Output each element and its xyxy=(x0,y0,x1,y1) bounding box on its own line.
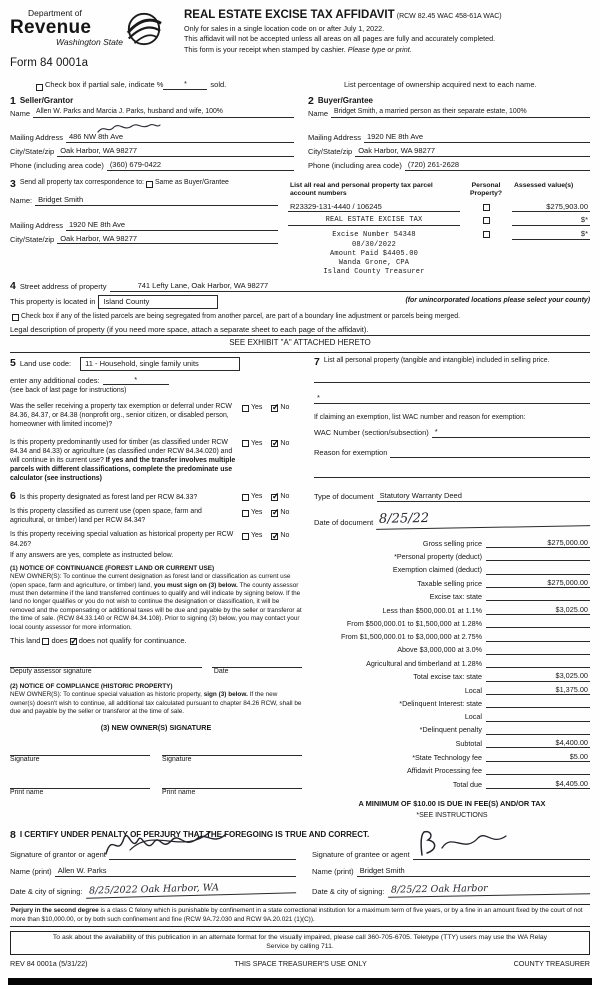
tax-label: *Delinquent penalty xyxy=(419,725,482,735)
perjury-notice xyxy=(10,904,590,927)
form-title: REAL ESTATE EXCISE TAX AFFIDAVIT xyxy=(184,9,395,21)
seller-address-label: Mailing Address xyxy=(10,133,63,143)
grantor-certification-block xyxy=(10,846,296,896)
forest-yes-checkbox[interactable] xyxy=(242,494,249,501)
partial-sale-checkbox[interactable] xyxy=(36,84,43,91)
exemption-claimed-field[interactable] xyxy=(486,565,590,575)
tax-row-subtotal xyxy=(314,738,590,748)
grantor-date-label: Date & city of signing: xyxy=(10,886,83,896)
tax-label: Total excise tax: state xyxy=(413,672,482,682)
notice2-text-a: NEW OWNER(S): To continue special valuation as historic property, xyxy=(10,691,202,699)
deputy-assessor-date-field[interactable] xyxy=(212,658,302,668)
correspondence-city-field[interactable]: Oak Harbor, WA 98277 xyxy=(57,234,278,245)
assessed-value-col-header: Assessed value(s) xyxy=(514,181,574,189)
section7-number: 7 xyxy=(314,355,320,368)
tax-label: From $500,000.01 to $1,500,000 at 1.28% xyxy=(346,618,482,628)
grantee-name-field[interactable]: Bridget Smith xyxy=(357,866,590,877)
dor-logo-icon xyxy=(125,10,163,48)
same-as-buyer-checkbox[interactable] xyxy=(146,181,153,188)
excise-stamp-number: Excise Number 54348 xyxy=(332,230,416,239)
notice2-bold-text: sign (3) below. xyxy=(203,691,248,699)
new-owner-print-name-2-field[interactable] xyxy=(162,779,302,789)
alternate-format-notice: To ask about the availability of this publication in an alternate format for the visually impaired, please call 360-705-6705. Teletype (TTY) users may use the WA Relay Service by calling 711. xyxy=(10,931,590,955)
no-label: No xyxy=(280,404,290,412)
wac-number-label: WAC Number (section/subsection) xyxy=(314,428,429,437)
excise-stamp-block xyxy=(288,241,460,277)
seller-phone-field[interactable]: (360) 679-0422 xyxy=(107,160,294,171)
footer-row xyxy=(10,959,590,968)
personal-property-deduct-field[interactable] xyxy=(486,551,590,561)
designation-tax-row xyxy=(10,491,590,820)
seller-phone-label: Phone (including area code) xyxy=(10,160,104,170)
tax-label: Local xyxy=(464,712,482,722)
parcel3-personal-checkbox[interactable] xyxy=(483,231,490,238)
grantee-date-field[interactable]: 8/25/22 Oak Harbor xyxy=(387,881,590,898)
perjury-text: is a class C felony which is punishable by confinement in a state correctional institution for a maximum term of five years, or by a fine in an amount fixed by the court of not more than $10,000.00, or by both such confinement and fine (RCW 9A.72.030 and RCW 9A.20.021 (1)(C)). xyxy=(11,907,583,923)
seller-name-label: Name xyxy=(10,108,31,118)
excise-stamp-office: Island County Treasurer xyxy=(323,268,425,277)
tax-row-excise-state xyxy=(314,591,590,601)
personal-property-line-1[interactable] xyxy=(314,373,590,383)
reason-exemption-line-2[interactable] xyxy=(314,468,590,478)
no-label: No xyxy=(280,509,290,517)
forest-land-question xyxy=(10,491,302,502)
tax-label: Affidavit Processing fee xyxy=(407,765,482,775)
located-in-label: This property is located in xyxy=(10,296,96,306)
timber-agriculture-question xyxy=(10,438,302,484)
parcel-table xyxy=(288,179,590,278)
tax-row-total-due xyxy=(314,779,590,789)
correspondence-address-field[interactable]: 1920 NE 8th Ave xyxy=(66,220,278,231)
tax-row-tier4 xyxy=(314,645,590,655)
tax-label: *State Technology fee xyxy=(412,752,482,762)
tax-rows xyxy=(314,538,590,789)
exemption-deferral-question xyxy=(10,402,302,429)
tax-label: Less than $500,000.01 at 1.1% xyxy=(382,605,482,615)
form-number: Form 84 0001a xyxy=(10,57,88,70)
exemption-deferral-question-text: Was the seller receiving a property tax exemption or deferral under RCW 84.36, 84.37, or 84.38 (nonprofit org., senior citizen, or disabled person, homeowner with limited income)? xyxy=(10,403,232,429)
tax-row-delinquent-interest-local xyxy=(314,712,590,722)
current-use-no-checkbox[interactable] xyxy=(271,510,278,517)
tax-row-local xyxy=(314,685,590,695)
see-back-instructions-note: (see back of last page for instructions) xyxy=(10,387,127,395)
tier3-tax-field[interactable] xyxy=(486,632,590,642)
timber-no-checkbox[interactable] xyxy=(271,440,278,447)
if-yes-note: If any answers are yes, complete as instructed below. xyxy=(10,551,174,559)
subtotal-field[interactable]: $4,400.00 xyxy=(486,738,590,748)
historic-property-question xyxy=(10,530,302,548)
local-tax-field[interactable]: $1,375.00 xyxy=(486,685,590,695)
does-not-label: does not qualify for continuance. xyxy=(78,636,187,646)
section-buyer-grantee xyxy=(308,96,590,171)
tax-label: Taxable selling price xyxy=(417,578,482,588)
section1-number: 1 xyxy=(10,94,16,107)
tax-label: *Delinquent Interest: state xyxy=(399,699,482,709)
additional-codes-field[interactable]: * xyxy=(103,375,169,386)
tax-label: Exemption claimed (deduct) xyxy=(392,565,482,575)
type-of-document-label: Type of document xyxy=(314,492,374,502)
affidavit-processing-fee-field[interactable] xyxy=(486,765,590,775)
tax-label: Agricultural and timberland at 1.28% xyxy=(366,658,482,668)
personal-property-intro: List all personal property (tangible and intangible) included in selling price. xyxy=(323,356,550,364)
correspondence-address-label: Mailing Address xyxy=(10,220,63,230)
section1-title: Seller/Grantor xyxy=(19,95,74,105)
tax-row-processing-fee xyxy=(314,765,590,775)
revenue-wordmark: Revenue xyxy=(10,17,92,39)
grantee-certification-block xyxy=(312,846,590,896)
parcel-row-1 xyxy=(288,202,590,213)
tax-row-total-state xyxy=(314,671,590,681)
excise-stamp-title: REAL ESTATE EXCISE TAX xyxy=(288,216,460,226)
delinquent-penalty-field[interactable] xyxy=(486,725,590,735)
no-label: No xyxy=(280,439,290,447)
new-owner-print-name-1-field[interactable] xyxy=(10,779,150,789)
parcel-table-header xyxy=(288,182,590,199)
certification-statement: I CERTIFY UNDER PENALTY OF PERJURY THAT THE FOREGOING IS TRUE AND CORRECT. xyxy=(19,829,370,839)
tier4-tax-field[interactable] xyxy=(486,645,590,655)
buyer-name-field[interactable]: Bridget Smith, a married person as their separate estate, 100% xyxy=(331,108,590,118)
seller-city-field[interactable]: Oak Harbor, WA 98277 xyxy=(57,146,294,157)
notice3-title: (3) NEW OWNER(S) SIGNATURE xyxy=(100,722,212,732)
parcel2-assessed-value[interactable]: $* xyxy=(512,215,590,226)
form-revision: REV 84 0001a (5/31/22) xyxy=(10,958,88,968)
notice1-title: (1) NOTICE OF CONTINUANCE (FOREST LAND OR CURRENT USE) xyxy=(10,564,215,572)
parcel3-assessed-value[interactable]: $* xyxy=(512,229,590,240)
reason-exemption-label: Reason for exemption xyxy=(314,448,388,457)
section8-number: 8 xyxy=(10,828,16,841)
section-personal-property xyxy=(314,357,590,483)
land-does-not-checkbox[interactable] xyxy=(70,638,77,645)
yes-label: Yes xyxy=(251,532,263,540)
legal-description-field[interactable]: SEE EXHIBIT "A" ATTACHED HERETO xyxy=(10,336,590,352)
date-of-document-label: Date of document xyxy=(314,518,374,528)
correspondence-name-label: Name: xyxy=(10,196,33,206)
minimum-due-note: A MINIMUM OF $10.00 IS DUE IN FEE(S) AND/OR TAX xyxy=(358,799,546,809)
timber-yes-checkbox[interactable] xyxy=(242,440,249,447)
washington-state-text: Washington State xyxy=(56,37,123,48)
notice1-text-b: The county assessor must then determine if the land transferred continues to qualify and will indicate by signing below. If the land no longer qualifies or you do not wish to continue the designation or classification, it will be removed and the compensating or additional taxes will be due and payable by the seller or transferor at the time of sale. (RCW 84.33.140 or RCW 84.34.108). Prior to signing (3) below, you may contact your local county assessor for more information. xyxy=(10,581,302,631)
tax-label: Subtotal xyxy=(455,739,482,749)
tax-label: *Personal property (deduct) xyxy=(394,552,482,562)
tax-label: Local xyxy=(464,685,482,695)
section3-number: 3 xyxy=(10,177,16,190)
tier1-tax-field[interactable]: $3,025.00 xyxy=(486,605,590,615)
tax-computation-column xyxy=(314,491,590,820)
section2-number: 2 xyxy=(308,94,314,107)
land-use-code-label: Land use code: xyxy=(19,358,72,368)
total-due-field[interactable]: $4,405.00 xyxy=(486,779,590,789)
tax-label: From $1,500,000.01 to $3,000,000 at 2.75% xyxy=(340,632,482,642)
type-of-document-field[interactable]: Statutory Warranty Deed xyxy=(377,491,590,502)
seller-address-field[interactable]: 486 NW 8th Ave xyxy=(66,132,294,143)
deputy-assessor-signature-field[interactable] xyxy=(10,658,202,668)
section-seller-grantor xyxy=(10,96,294,171)
historic-question-text: Is this property receiving special valuation as historical property per RCW 84.26? xyxy=(10,531,234,548)
notice2-title: (2) NOTICE OF COMPLIANCE (HISTORIC PROPERTY) xyxy=(10,682,173,690)
legal-description-label: Legal description of property (if you need more space, attach a separate sheet to each page of the affidavit). xyxy=(10,324,369,334)
tax-row-gross xyxy=(314,538,590,548)
delinquent-interest-local-field[interactable] xyxy=(486,712,590,722)
notice2-body xyxy=(10,691,302,716)
scan-edge-bar xyxy=(8,978,592,985)
state-technology-fee-field[interactable]: $5.00 xyxy=(486,752,590,762)
grantor-signature-label: Signature of grantor or agent xyxy=(10,850,106,860)
header-note-1: Only for sales in a single location code on or after July 1, 2022. xyxy=(184,23,385,33)
exempt-yes-checkbox[interactable] xyxy=(242,405,249,412)
land-use-personal-property-row xyxy=(10,357,590,483)
deputy-date-label: Date xyxy=(213,668,229,676)
grantee-signature-label: Signature of grantee or agent xyxy=(312,850,410,860)
gross-selling-price-field[interactable]: $275,000.00 xyxy=(486,538,590,548)
department-of-text: Department of xyxy=(28,8,82,18)
buyer-city-field[interactable]: Oak Harbor, WA 98277 xyxy=(355,146,590,157)
partial-sale-row xyxy=(10,79,590,90)
segregated-label: Check box if any of the listed parcels are being segregated from another parcel, are part of a boundary line adjustment or parcels being merged. xyxy=(21,312,460,320)
seller-city-label: City/State/zip xyxy=(10,147,55,157)
section6-number: 6 xyxy=(10,490,16,503)
dor-logo-block xyxy=(10,8,178,71)
section-designation xyxy=(10,491,302,820)
tax-row-tier1 xyxy=(314,605,590,615)
county-select[interactable]: Island County xyxy=(98,295,218,309)
taxable-selling-price-field[interactable]: $275,000.00 xyxy=(486,578,590,588)
tax-row-exemption-deduct xyxy=(314,565,590,575)
tax-row-delinquent-penalty xyxy=(314,725,590,735)
agricultural-tax-field[interactable] xyxy=(486,658,590,668)
yes-label: Yes xyxy=(251,439,263,447)
parcel-number-field[interactable]: R23329-131-4440 / 106245 xyxy=(288,202,460,213)
correspondence-city-label: City/State/zip xyxy=(10,234,55,244)
tax-row-taxable xyxy=(314,578,590,588)
section2-title: Buyer/Grantee xyxy=(317,95,373,105)
form-title-rcw: (RCW 82.45 WAC 458-61A WAC) xyxy=(396,13,502,20)
historic-no-checkbox[interactable] xyxy=(271,533,278,540)
unincorporated-note: (for unincorporated locations please select your county) xyxy=(405,297,590,305)
does-label: does xyxy=(51,636,68,646)
header-note-2: This affidavit will not be accepted unless all areas on all pages are fully and accurately completed. xyxy=(184,34,496,44)
section-tax-correspondence xyxy=(10,179,278,278)
section4-number: 4 xyxy=(10,280,16,293)
tax-label: Excise tax: state xyxy=(429,592,482,602)
section5-number: 5 xyxy=(10,357,16,370)
land-does-checkbox[interactable] xyxy=(42,638,49,645)
same-as-buyer-label: Same as Buyer/Grantee xyxy=(154,179,229,187)
parcel-col-header: List all real and personal property tax parcel account numbers xyxy=(290,181,433,198)
excise-stamp-amount: Amount Paid $4405.00 xyxy=(329,249,418,258)
section-certification xyxy=(10,830,590,897)
form-header xyxy=(10,8,590,71)
grantee-date-label: Date & city of signing: xyxy=(312,886,385,896)
timber-question-text: Is this property predominantly used for timber (as classified under RCW 84.34 and 84.33) or agriculture (as classified under RCW 84.34.020) and will continue in its current use? xyxy=(10,438,233,464)
tier2-tax-field[interactable] xyxy=(486,618,590,628)
tax-label: Above $3,000,000 at 3.0% xyxy=(397,645,482,655)
treasurer-use-only-label: THIS SPACE TREASURER'S USE ONLY xyxy=(234,958,367,968)
parcel-row-2 xyxy=(288,215,590,226)
additional-codes-label: enter any additional codes: xyxy=(10,375,100,385)
tax-row-tier3 xyxy=(314,632,590,642)
exemption-intro: If claiming an exemption, list WAC number and reason for exemption: xyxy=(314,414,526,422)
total-excise-state-field[interactable]: $3,025.00 xyxy=(486,671,590,681)
signature-label-1: Signature xyxy=(10,756,40,764)
grantee-signature-field[interactable] xyxy=(413,850,590,860)
notice2-text-b: If the new owner(s) doesn't wish to continue, all additional tax calculated pursuant to chapter 84.26 RCW, shall be due and payable by the seller or transferor at the time of sale. xyxy=(10,691,302,716)
notice1-body xyxy=(10,573,302,632)
ownership-percentage-note: List percentage of ownership acquired next to each name. xyxy=(344,80,537,90)
continuance-qualify-row xyxy=(10,636,302,646)
parcel1-assessed-value[interactable]: $275,903.00 xyxy=(512,202,590,213)
tax-row-personal-deduct xyxy=(314,551,590,561)
delinquent-interest-state-field[interactable] xyxy=(486,698,590,708)
date-of-document-field[interactable]: 8/25/22 xyxy=(376,508,590,530)
timber-question-bold-text: If yes and the transfer involves multiple parcels with different classifications, complete the predominate use calculator (see instructions) xyxy=(10,456,236,483)
tax-label: Gross selling price xyxy=(422,538,482,548)
deputy-assessor-signature-label: Deputy assessor signature xyxy=(10,668,92,676)
grantee-name-label: Name (print) xyxy=(312,867,354,877)
header-note-3: This form is your receipt when stamped by cashier. xyxy=(184,44,346,54)
yes-label: Yes xyxy=(251,493,263,501)
partial-sale-label: Check box if partial sale, indicate % xyxy=(45,80,164,90)
parcel2-personal-checkbox[interactable] xyxy=(483,217,490,224)
county-treasurer-label: COUNTY TREASURER xyxy=(513,958,590,968)
buyer-city-label: City/State/zip xyxy=(308,147,353,157)
yes-label: Yes xyxy=(251,509,263,517)
partial-sale-sold-label: sold. xyxy=(210,80,227,90)
header-note-3-italic: Please type or print. xyxy=(347,44,412,54)
current-use-question-text: Is this property classified as current use (open space, farm and agricultural, or timber) land per RCW 84.34? xyxy=(10,508,202,525)
print-name-label-1: Print name xyxy=(10,789,44,797)
personal-property-line-2[interactable]: * xyxy=(314,393,590,404)
grantor-name-label: Name (print) xyxy=(10,867,52,877)
yes-label: Yes xyxy=(251,404,263,412)
new-owner-signature-1-field[interactable] xyxy=(10,746,150,756)
exempt-no-checkbox[interactable] xyxy=(271,405,278,412)
buyer-name-label: Name xyxy=(308,108,329,118)
buyer-address-label: Mailing Address xyxy=(308,133,361,143)
this-land-label: This land xyxy=(10,636,41,646)
buyer-phone-label: Phone (including area code) xyxy=(308,160,402,170)
street-address-label: Street address of property xyxy=(19,282,107,292)
tax-row-agricultural xyxy=(314,658,590,668)
grantor-date-field[interactable]: 8/25/2022 Oak Harbor, WA xyxy=(85,880,296,899)
parcel1-personal-checkbox[interactable] xyxy=(483,204,490,211)
see-instructions-note: *SEE INSTRUCTIONS xyxy=(416,811,488,819)
section-property-location xyxy=(10,281,590,353)
form-title-block xyxy=(178,8,590,71)
tax-label: Total due xyxy=(452,779,482,789)
excise-stamp-treasurer-name: Wanda Grone, CPA xyxy=(338,258,410,267)
signature-label-2: Signature xyxy=(162,756,192,764)
correspondence-parcel-row xyxy=(10,179,590,278)
current-use-yes-checkbox[interactable] xyxy=(242,510,249,517)
parcel-row-3 xyxy=(288,229,590,240)
new-owner-signature-2-field[interactable] xyxy=(162,746,302,756)
grantor-grantee-sections xyxy=(10,96,590,171)
buyer-address-field[interactable]: 1920 NE 8th Ave xyxy=(364,132,590,143)
no-label: No xyxy=(280,532,290,540)
current-use-question xyxy=(10,507,302,525)
notice1-bold-text: you must sign on (3) below. xyxy=(153,581,238,589)
correspondence-label: Send all property tax correspondence to: xyxy=(19,179,144,187)
excise-stamp-date: 08/30/2022 xyxy=(351,240,396,249)
grantor-name-field[interactable]: Allen W. Parks xyxy=(55,866,296,877)
tax-row-tier2 xyxy=(314,618,590,628)
correspondence-name-field[interactable]: Bridget Smith xyxy=(35,195,278,206)
print-name-label-2: Print name xyxy=(162,789,196,797)
tax-row-technology-fee xyxy=(314,752,590,762)
grantor-signature-field[interactable] xyxy=(109,850,296,860)
section-land-use xyxy=(10,357,302,483)
street-address-field[interactable]: 741 Lefty Lane, Oak Harbor, WA 98277 xyxy=(110,281,590,292)
reason-exemption-field[interactable] xyxy=(390,448,590,458)
buyer-phone-field[interactable]: (720) 261-2628 xyxy=(405,160,590,171)
wac-number-field[interactable]: * xyxy=(432,427,590,438)
notice1-text-a: NEW OWNER(S): To continue the current designation as forest land or classification as current use (open space, farm and agriculture, or timber) land, xyxy=(10,573,291,589)
forest-no-checkbox[interactable] xyxy=(271,494,278,501)
partial-sale-percent-field[interactable]: * xyxy=(163,79,207,90)
land-use-code-select[interactable]: 11 - Household, single family units xyxy=(80,357,240,371)
seller-name-field[interactable]: Allen W. Parks and Marcia J. Parks, husband and wife, 100% xyxy=(33,108,294,118)
no-label: No xyxy=(280,493,290,501)
historic-yes-checkbox[interactable] xyxy=(242,533,249,540)
forest-question-text: Is this property designated as forest land per RCW 84.33? xyxy=(19,494,198,502)
tax-row-delinquent-interest-state xyxy=(314,698,590,708)
segregated-checkbox[interactable] xyxy=(12,314,19,321)
excise-tax-state-field[interactable] xyxy=(486,591,590,601)
perjury-bold-text: Perjury in the second degree xyxy=(11,907,99,915)
personal-property-col-header: Personal Property? xyxy=(469,181,503,198)
